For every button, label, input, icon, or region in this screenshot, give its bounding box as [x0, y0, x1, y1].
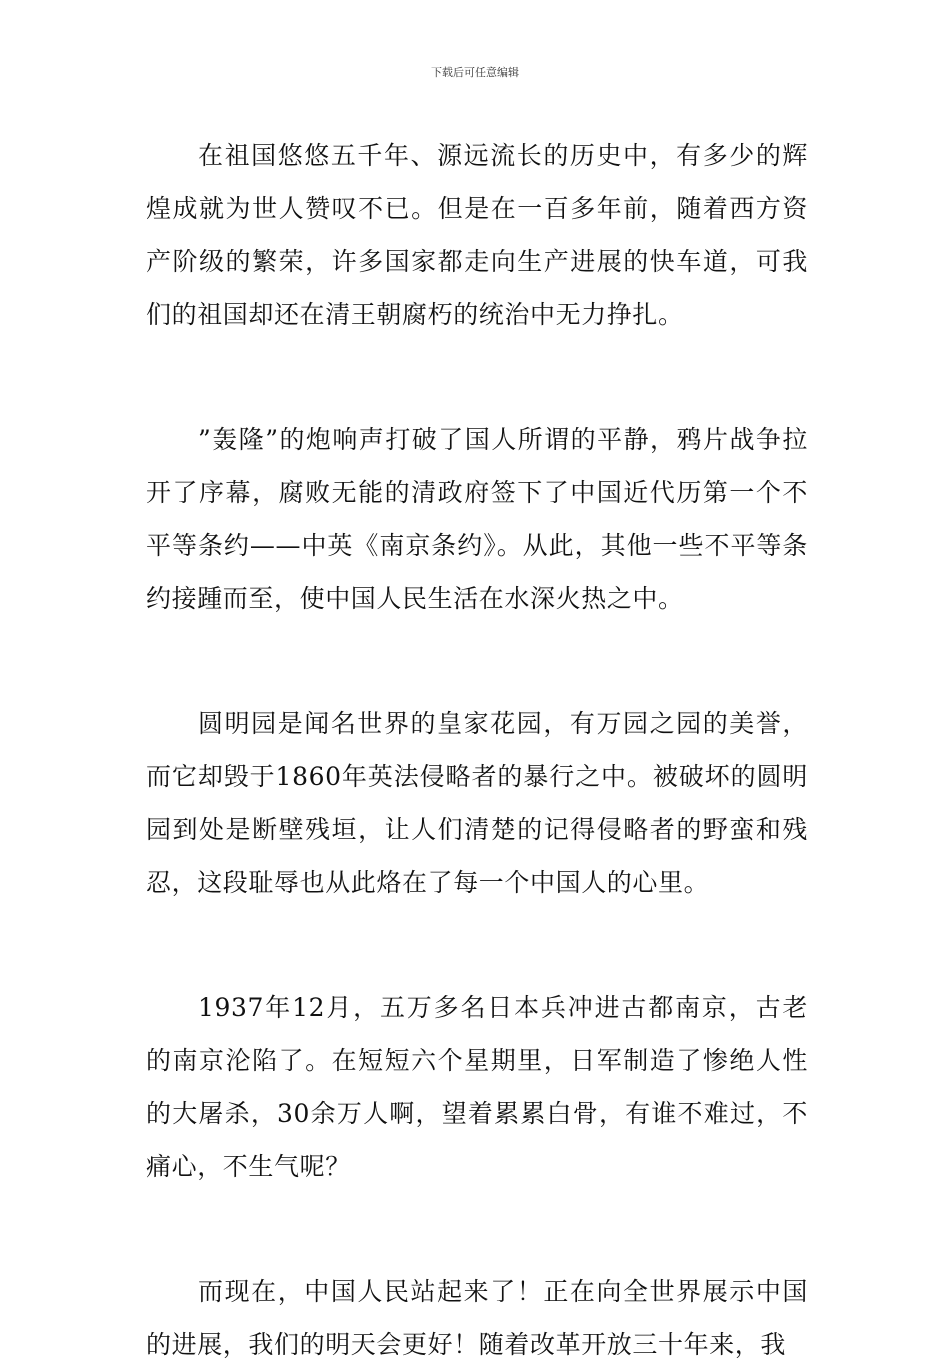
paragraph-nanjing-1937: 1937年12月，五万多名日本兵冲进古都南京，古老的南京沦陷了。在短短六个星期里，日军制造了惨绝人性的大屠杀，30余万人啊，望着累累白骨，有谁不难过，不痛心，不生气呢？: [146, 993, 808, 1181]
paragraph-opium-war: ”轰隆”的炮响声打破了国人所谓的平静，鸦片战争拉开了序幕，腐败无能的清政府签下了中国近代历第一个不平等条约——中英《南京条约》。从此，其他一些不平等条约接踵而至，使中国人民生活在水深火热之中。: [146, 425, 808, 613]
paragraph-present: 而现在，中国人民站起来了！正在向全世界展示中国的进展，我们的明天会更好！随着改革开放三十年来，我: [146, 1277, 808, 1359]
paragraph-yuanmingyuan: 圆明园是闻名世界的皇家花园，有万园之园的美誉，而它却毁于1860年英法侵略者的暴行之中。被破坏的圆明园到处是断壁残垣，让人们清楚的记得侵略者的野蛮和残忍，这段耻辱也从此烙在了每一个中国人的心里。: [146, 709, 808, 897]
page-header: 下载后可任意编辑: [431, 66, 519, 79]
document-body: [146, 129, 808, 1371]
paragraph-history: 在祖国悠悠五千年、源远流长的历史中，有多少的辉煌成就为世人赞叹不已。但是在一百多年前，随着西方资产阶级的繁荣，许多国家都走向生产进展的快车道，可我们的祖国却还在清王朝腐朽的统治中无力挣扎。: [146, 141, 808, 329]
